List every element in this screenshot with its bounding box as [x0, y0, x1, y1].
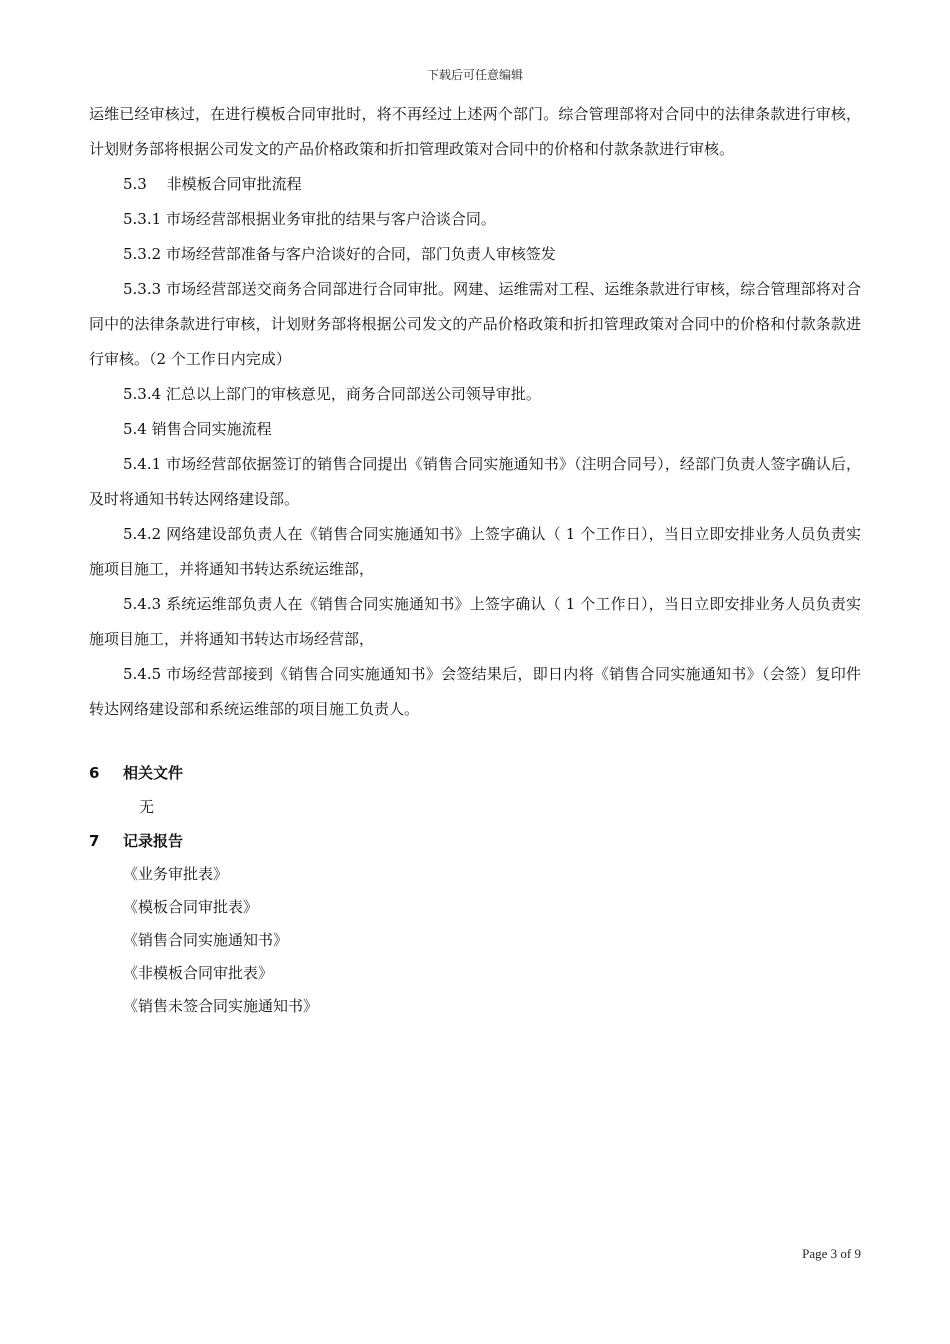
clause-5-4-5: 5.4.5 市场经营部接到《销售合同实施通知书》会签结果后，即日内将《销售合同实施通知书》（会签）复印件转达网络建设部和系统运维部的项目施工负责人。 [89, 665, 861, 718]
section-7-heading [89, 824, 861, 858]
record-item: 《模板合同审批表》 [123, 898, 259, 916]
record-item: 《销售未签合同实施通知书》 [123, 997, 319, 1015]
records-list [89, 858, 861, 1023]
section-6-body: 无 [139, 798, 155, 816]
record-item: 《销售合同实施通知书》 [123, 931, 289, 949]
clause-5-3-2: 5.3.2 市场经营部准备与客户洽谈好的合同，部门负责人审核签发 [123, 245, 556, 263]
clause-5-4-2: 5.4.2 网络建设部负责人在《销售合同实施通知书》上签字确认（ 1 个工作日），当日立即安排业务人员负责实施项目施工，并将通知书转达系统运维部， [89, 525, 861, 578]
page-number: Page 3 of 9 [802, 1246, 861, 1261]
section-number: 6 [89, 764, 100, 782]
clause-5-4-3: 5.4.3 系统运维部负责人在《销售合同实施通知书》上签字确认（ 1 个工作日），当日立即安排业务人员负责实施项目施工，并将通知书转达市场经营部， [89, 595, 861, 648]
clause-5-4: 5.4 销售合同实施流程 [123, 420, 272, 438]
record-item: 《业务审批表》 [123, 865, 229, 883]
paragraph: 运维已经审核过，在进行模板合同审批时，将不再经过上述两个部门。综合管理部将对合同中的法律条款进行审核，计划财务部将根据公司发文的产品价格政策和折扣管理政策对合同中的价格和付款条款进行审核。 [89, 105, 861, 158]
clause-5-3: 5.3 非模板合同审批流程 [123, 175, 302, 193]
record-item: 《非模板合同审批表》 [123, 964, 274, 982]
page-header: 下载后可任意编辑 [426, 68, 523, 82]
clause-5-3-3: 5.3.3 市场经营部送交商务合同部进行合同审批。网建、运维需对工程、运维条款进行审核，综合管理部将对合同中的法律条款进行审核，计划财务部将根据公司发文的产品价格政策和折扣管理政策对合同中的价格和付款条款进行审核。（2 个工作日内完成） [89, 280, 861, 368]
section-title: 相关文件 [123, 764, 184, 782]
section-title: 记录报告 [123, 832, 184, 850]
clause-5-4-1: 5.4.1 市场经营部依据签订的销售合同提出《销售合同实施通知书》（注明合同号），经部门负责人签字确认后，及时将通知书转达网络建设部。 [89, 455, 861, 508]
document-body [89, 97, 861, 1023]
spacer [89, 727, 861, 756]
section-number: 7 [89, 832, 100, 850]
clause-5-3-4: 5.3.4 汇总以上部门的审核意见，商务合同部送公司领导审批。 [123, 385, 541, 403]
section-6-heading [89, 756, 861, 790]
clause-5-3-1: 5.3.1 市场经营部根据业务审批的结果与客户洽谈合同。 [123, 210, 496, 228]
